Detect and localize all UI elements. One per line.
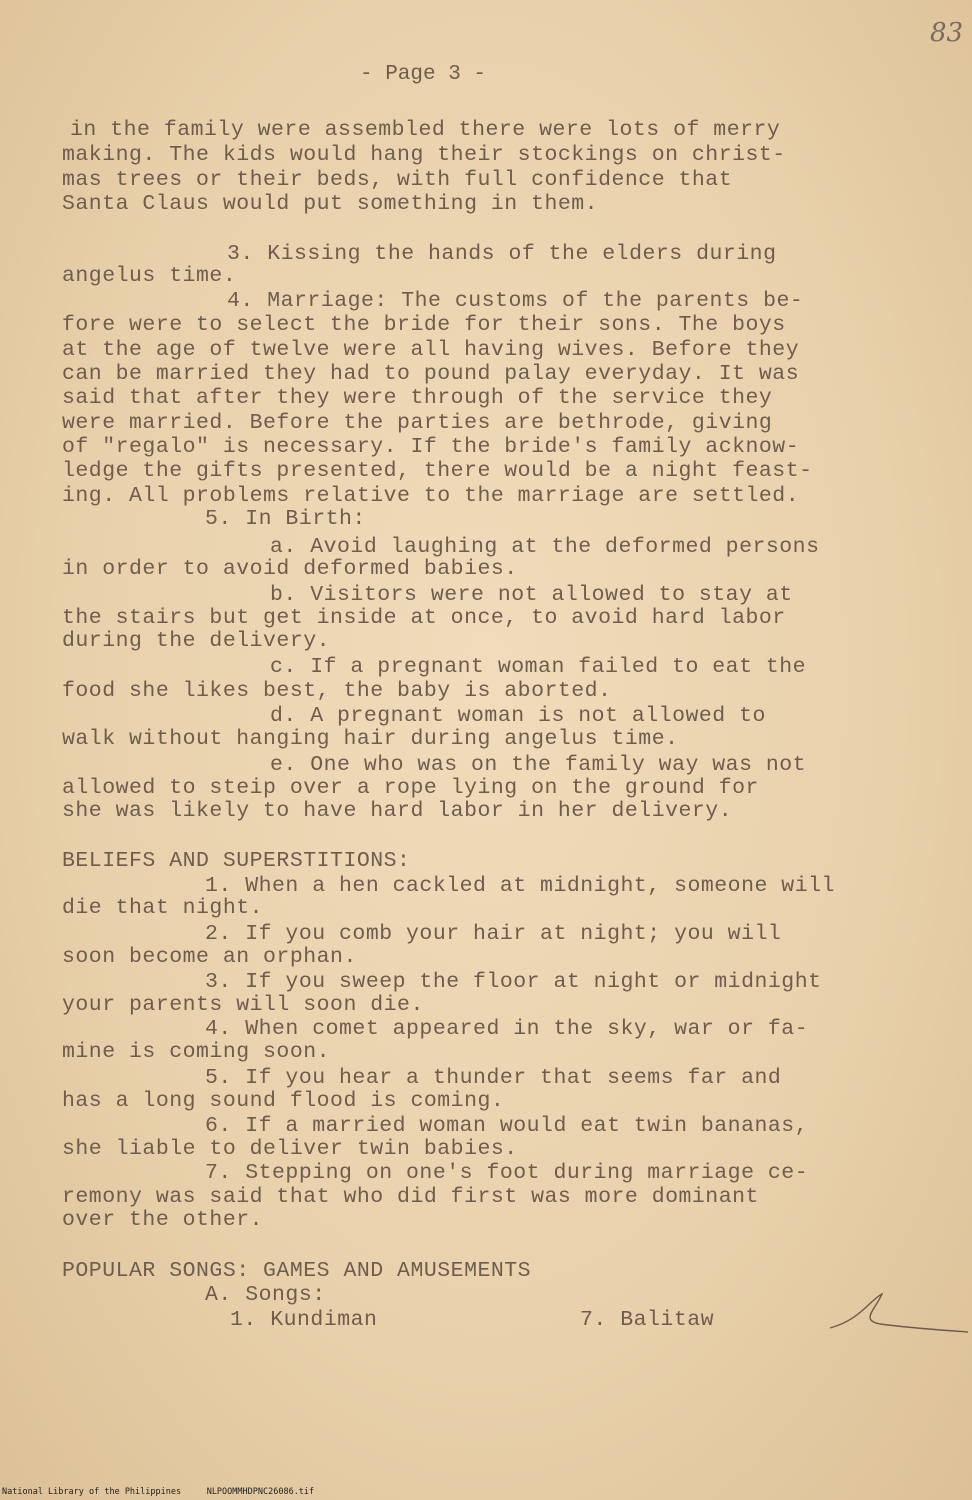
text-line: your parents will soon die. bbox=[62, 993, 424, 1017]
text-line: said that after they were through of the service they bbox=[62, 386, 773, 410]
text-line: in order to avoid deformed babies. bbox=[62, 557, 518, 581]
text-line: b. Visitors were not allowed to stay at bbox=[270, 583, 793, 607]
text-line: allowed to steip over a rope lying on the ground for bbox=[62, 776, 759, 800]
text-line: Santa Claus would put something in them. bbox=[62, 192, 599, 216]
text-line: mas trees or their beds, with full confidence that bbox=[62, 168, 733, 192]
text-line: making. The kids would hang their stockings on christ- bbox=[62, 143, 786, 167]
text-line: A. Songs: bbox=[205, 1283, 326, 1307]
text-line: 5. If you hear a thunder that seems far and bbox=[205, 1066, 782, 1090]
text-line: the stairs but get inside at once, to avoid hard labor bbox=[62, 606, 786, 630]
section-heading: BELIEFS AND SUPERSTITIONS: bbox=[62, 849, 411, 873]
text-line: of "regalo" is necessary. If the bride's family acknow- bbox=[62, 435, 800, 459]
pencil-mark bbox=[820, 1290, 970, 1340]
text-line: during the delivery. bbox=[62, 629, 331, 653]
text-line: has a long sound flood is coming. bbox=[62, 1089, 505, 1113]
text-line: soon become an orphan. bbox=[62, 945, 357, 969]
text-line: angelus time. bbox=[62, 264, 237, 288]
text-line: she was likely to have hard labor in her delivery. bbox=[62, 799, 733, 823]
text-line: at the age of twelve were all having wives. Before they bbox=[62, 338, 800, 362]
text-line: ing. All problems relative to the marriage are settled. bbox=[62, 484, 800, 508]
text-line: food she likes best, the baby is aborted. bbox=[62, 679, 612, 703]
section-heading: POPULAR SONGS: GAMES AND AMUSEMENTS bbox=[62, 1259, 532, 1283]
archive-footer: National Library of the Philippines NLPOOMMHDPNC26086.tif bbox=[2, 1487, 315, 1497]
list-item: 7. Balitaw bbox=[580, 1308, 715, 1332]
text-line: were married. Before the parties are bethrode, giving bbox=[62, 411, 773, 435]
text-line: d. A pregnant woman is not allowed to bbox=[270, 704, 766, 728]
text-line: 4. When comet appeared in the sky, war or fa- bbox=[205, 1017, 809, 1041]
text-line: die that night. bbox=[62, 896, 264, 920]
text-line: e. One who was on the family way was not bbox=[270, 753, 807, 777]
page-number: 83 bbox=[930, 18, 964, 48]
text-line: walk without hanging hair during angelus time. bbox=[62, 727, 679, 751]
text-line: mine is coming soon. bbox=[62, 1040, 331, 1064]
text-line: 5. In Birth: bbox=[205, 507, 366, 531]
text-line: 3. Kissing the hands of the elders during bbox=[227, 242, 777, 266]
text-line: can be married they had to pound palay everyday. It was bbox=[62, 362, 800, 386]
text-line: 7. Stepping on one's foot during marriage ce- bbox=[205, 1161, 809, 1185]
text-line: c. If a pregnant woman failed to eat the bbox=[270, 655, 807, 679]
text-line: in the family were assembled there were lots of merry bbox=[70, 118, 781, 142]
text-line: 2. If you comb your hair at night; you will bbox=[205, 922, 782, 946]
text-line: 4. Marriage: The customs of the parents be- bbox=[227, 289, 804, 313]
text-line: 6. If a married woman would eat twin bananas, bbox=[205, 1114, 809, 1138]
text-line: she liable to deliver twin babies. bbox=[62, 1137, 518, 1161]
text-line: fore were to select the bride for their sons. The boys bbox=[62, 313, 786, 337]
text-line: remony was said that who did first was more dominant bbox=[62, 1185, 759, 1209]
text-line: a. Avoid laughing at the deformed persons bbox=[270, 535, 820, 559]
text-line: over the other. bbox=[62, 1208, 264, 1232]
text-line: 3. If you sweep the floor at night or midnight bbox=[205, 970, 822, 994]
list-item: 1. Kundiman bbox=[230, 1308, 378, 1332]
text-line: ledge the gifts presented, there would be a night feast- bbox=[62, 459, 813, 483]
text-line: 1. When a hen cackled at midnight, someone will bbox=[205, 874, 835, 898]
page-header: - Page 3 - bbox=[360, 63, 487, 86]
